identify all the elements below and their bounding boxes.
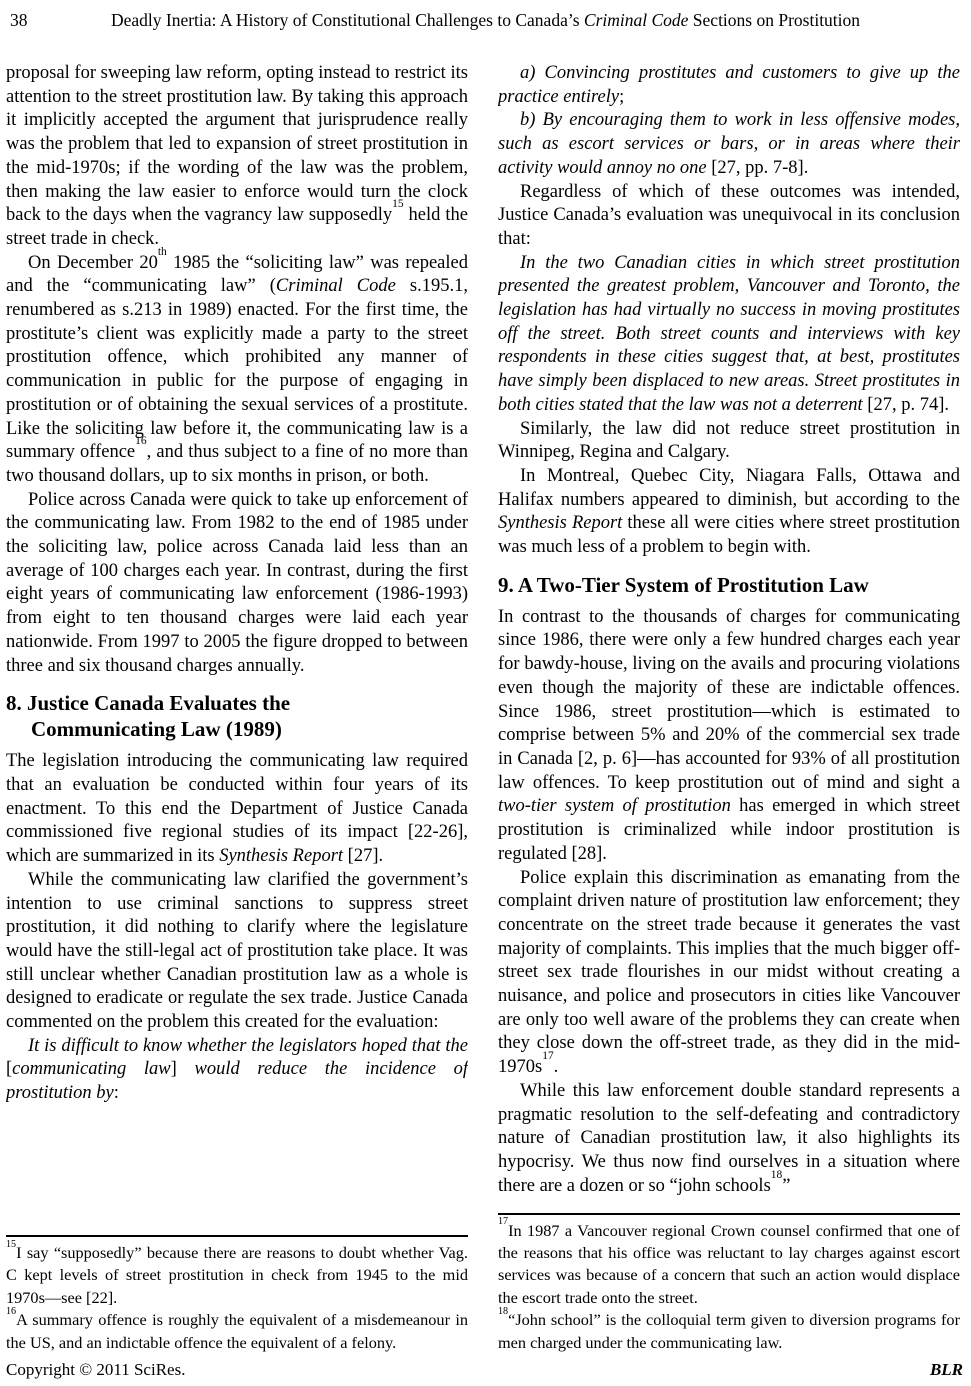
text-run: held the street trade in check. bbox=[6, 205, 468, 249]
text-run: [27, pp. 7-8]. bbox=[711, 157, 809, 178]
footnote bbox=[498, 1216, 960, 1310]
text-run: two-tier system of prostitution bbox=[498, 796, 731, 817]
text-run: Similarly, the law did not reduce street prostitution in Winnipeg, Regina and Calgary. bbox=[498, 418, 960, 463]
text-run: It is difficult to know whether the legislators hoped that the bbox=[28, 1035, 468, 1056]
footnotes bbox=[498, 1213, 960, 1354]
paragraph bbox=[6, 245, 468, 489]
page-number: 38 bbox=[10, 10, 28, 30]
superscript-marker: 15 bbox=[6, 1238, 17, 1250]
superscript-marker: 18 bbox=[498, 1305, 509, 1317]
superscript-marker: 15 bbox=[392, 198, 404, 211]
page-title bbox=[6, 10, 965, 31]
two-column-body bbox=[6, 62, 965, 1356]
superscript-marker: 16 bbox=[135, 435, 147, 448]
superscript-marker: 16 bbox=[6, 1305, 17, 1317]
section-heading bbox=[498, 572, 960, 598]
text-run: Synthesis Report bbox=[219, 846, 344, 867]
text-run: : bbox=[113, 1083, 119, 1104]
text-run: b) By encouraging them to work in less offensive modes, such as escort services or bars, or in areas where their activity would annoy no one bbox=[498, 110, 960, 178]
text-run: “John school” is the colloquial term given to diversion programs for men charged under the communicating law. bbox=[498, 1310, 960, 1352]
text-run: Synthesis Report bbox=[498, 513, 623, 534]
text-run: The legislation introducing the communicating law required that an evaluation be conducted within four years of its enactment. To this end the Department of Justice Canada commissioned five regional studies of its impact [22-26], which are summarized in its bbox=[6, 751, 468, 867]
text-run: While this law enforcement double standard represents a pragmatic resolution to the self-defeating and contradictory nature of Canadian prostitution law, it also highlights its hypocrisy. We thus now find ourselves in a situation where there are a dozen or so “john schools bbox=[498, 1080, 960, 1196]
section-heading bbox=[6, 690, 468, 742]
text-run: proposal for sweeping law reform, opting instead to restrict its attention to the street prostitution law. By taking this approach it implicitly accepted the argument that jurisprudence really was the problem that led to expansion of street prostitution in the mid-1970s; if the wording of the law was the problem, then making the law easier to enforce would turn the clock back to the days when the vagrancy law supposedly bbox=[6, 63, 468, 226]
column-right bbox=[498, 62, 960, 1356]
superscript-marker: 17 bbox=[498, 1216, 509, 1228]
paragraph bbox=[6, 62, 468, 252]
column-left bbox=[6, 62, 468, 1356]
footer-journal-abbreviation: BLR bbox=[929, 1360, 963, 1379]
paragraph bbox=[498, 62, 960, 109]
text-run: communicating law bbox=[12, 1059, 171, 1080]
paragraph bbox=[498, 109, 960, 180]
text-run: In contrast to the thousands of charges for communicating since 1986, there were only a few hundred charges each year for bawdy-house, living on the avails and procuring violations even though the majority of these are indictable offences. Since 1986, street prostitution—which is estimated to comprise between 5% and 20% of the commercial sex trade in Canada [2, p. 6]—has accounted for 93% of all prostitution law offences. To keep prostitution out of mind and sight a bbox=[498, 606, 960, 793]
text-run: Criminal Code bbox=[583, 10, 689, 30]
text-run: While the communicating law clarified the government’s intention to use criminal sanctions to suppress street prostitution, it did nothing to clarify where the legislature would have the still-legal act of prostitution take place. It was still unclear whether Canadian prostitution law as a whole is designed to eradicate or regulate the sex trade. Justice Canada commented on the problem this created for the evaluation: bbox=[6, 869, 468, 1033]
text-run: ” bbox=[782, 1175, 791, 1196]
footer-copyright: Copyright © 2011 SciRes. bbox=[6, 1360, 186, 1379]
page-header bbox=[6, 10, 965, 34]
paragraph bbox=[498, 606, 960, 867]
text-run: In the two Canadian cities in which street prostitution presented the greatest problem, Vancouver and Toronto, the legislation has had virtually no success in moving prostitutes off the street. Both street counts and interviews with key respondents in these cities suggest that, at best, prostitutes have simply been displaced to new areas. Street prostitutes in both cities stated that the law was not a deterrent bbox=[498, 252, 960, 415]
text-run: In 1987 a Vancouver regional Crown counsel confirmed that one of the reasons that his office was reluctant to lay charges against escort services was because of a concern that such an action would displace the escort trade onto the street. bbox=[498, 1220, 960, 1307]
text-run: these all were cities where street prostitution was much less of a problem to begin with. bbox=[498, 513, 960, 558]
text-run: Police explain this discrimination as emanating from the complaint driven nature of prostitution law enforcement; they concentrate on the street trade because it generates the vast majority of complaints. This implies that the much bigger off-street sex trade flourishes in our midst without creating a nuisance, and police and prosecutors in cities like Vancouver are only too well aware of the problems they can create when they close down the off-street trade, as they did in the mid-1970s bbox=[498, 867, 960, 1078]
paragraph bbox=[498, 418, 960, 465]
text-run: [27, p. 74]. bbox=[867, 394, 949, 415]
footnotes bbox=[6, 1235, 468, 1354]
text-run: A summary offence is roughly the equivalent of a misdemeanour in the US, and an indictable offence the equivalent of a felony. bbox=[6, 1310, 468, 1352]
superscript-marker: th bbox=[157, 245, 167, 258]
paragraph bbox=[498, 252, 960, 418]
section-heading-line: Communicating Law (1989) bbox=[31, 717, 282, 742]
text-run: On December 20 bbox=[28, 252, 158, 273]
text-run: a) Convincing prostitutes and customers to give up the practice entirely bbox=[498, 63, 960, 107]
text-run: has emerged in which street prostitution is criminalized while indoor prostitution is regulated [28]. bbox=[498, 796, 960, 864]
footnote bbox=[6, 1305, 468, 1354]
text-run: [27]. bbox=[343, 846, 384, 867]
text-run: , and thus subject to a fine of no more than two thousand dollars, up to six months in prison, or both. bbox=[6, 442, 468, 486]
text-run: Criminal Code bbox=[275, 276, 396, 297]
paragraph bbox=[498, 867, 960, 1080]
text-run: Sections on Prostitution bbox=[688, 10, 861, 30]
paragraph bbox=[6, 1035, 468, 1106]
text-run: Police across Canada were quick to take up enforcement of the communicating law. From 1982 to the end of 1985 under the soliciting law, police across Canada laid less than an average of 100 charges each year. In contrast, during the first eight years of communicating law enforcement (1986-1993) from eight to ten thousand charges were laid each year nationwide. From 1997 to 2005 the figure dropped to between three and six thousand charges annually. bbox=[6, 489, 468, 676]
paragraph bbox=[498, 465, 960, 560]
paragraph bbox=[6, 750, 468, 869]
section-heading-line: 8. Justice Canada Evaluates the bbox=[6, 691, 291, 716]
text-run: Deadly Inertia: A History of Constitutional Challenges to Canada’s bbox=[110, 10, 584, 30]
text-run: ; bbox=[619, 86, 625, 107]
paragraph bbox=[498, 181, 960, 252]
superscript-marker: 18 bbox=[770, 1168, 783, 1181]
text-run: Regardless of which of these outcomes was intended, Justice Canada’s evaluation was unequivocal in its conclusion that: bbox=[498, 181, 960, 249]
section-heading-line: 9. A Two-Tier System of Prostitution Law bbox=[498, 572, 869, 597]
footnote bbox=[498, 1305, 960, 1354]
paragraph bbox=[6, 869, 468, 1035]
page-footer bbox=[6, 1360, 963, 1380]
text-run: 1985 the “soliciting law” was repealed and the “communicating law” ( bbox=[6, 252, 468, 297]
paragraph bbox=[6, 489, 468, 679]
text-run: would reduce the incidence of prostitution by bbox=[6, 1059, 468, 1104]
text-run: . bbox=[553, 1057, 559, 1078]
superscript-marker: 17 bbox=[542, 1050, 554, 1063]
text-run: s.195.1, renumbered as s.213 in 1989) enacted. For the first time, the prostitute’s client was explicitly made a party to the street prostitution offence, which prohibited any manner of communication in public for the purpose of engaging in prostitution or of obtaining the sexual services of a prostitute. Like the soliciting law before it, the communicating law is a summary offence bbox=[6, 276, 468, 463]
text-run: [ bbox=[6, 1059, 13, 1080]
text-run: ] bbox=[170, 1059, 195, 1080]
text-run: In Montreal, Quebec City, Niagara Falls, Ottawa and Halifax numbers appeared to diminish, but according to the bbox=[498, 465, 960, 510]
footnote bbox=[6, 1238, 468, 1309]
paragraph bbox=[498, 1080, 960, 1199]
text-run: I say “supposedly” because there are reasons to doubt whether Vag. C kept levels of street prostitution in check from 1945 to the mid 1970s—see [22]. bbox=[6, 1242, 468, 1307]
